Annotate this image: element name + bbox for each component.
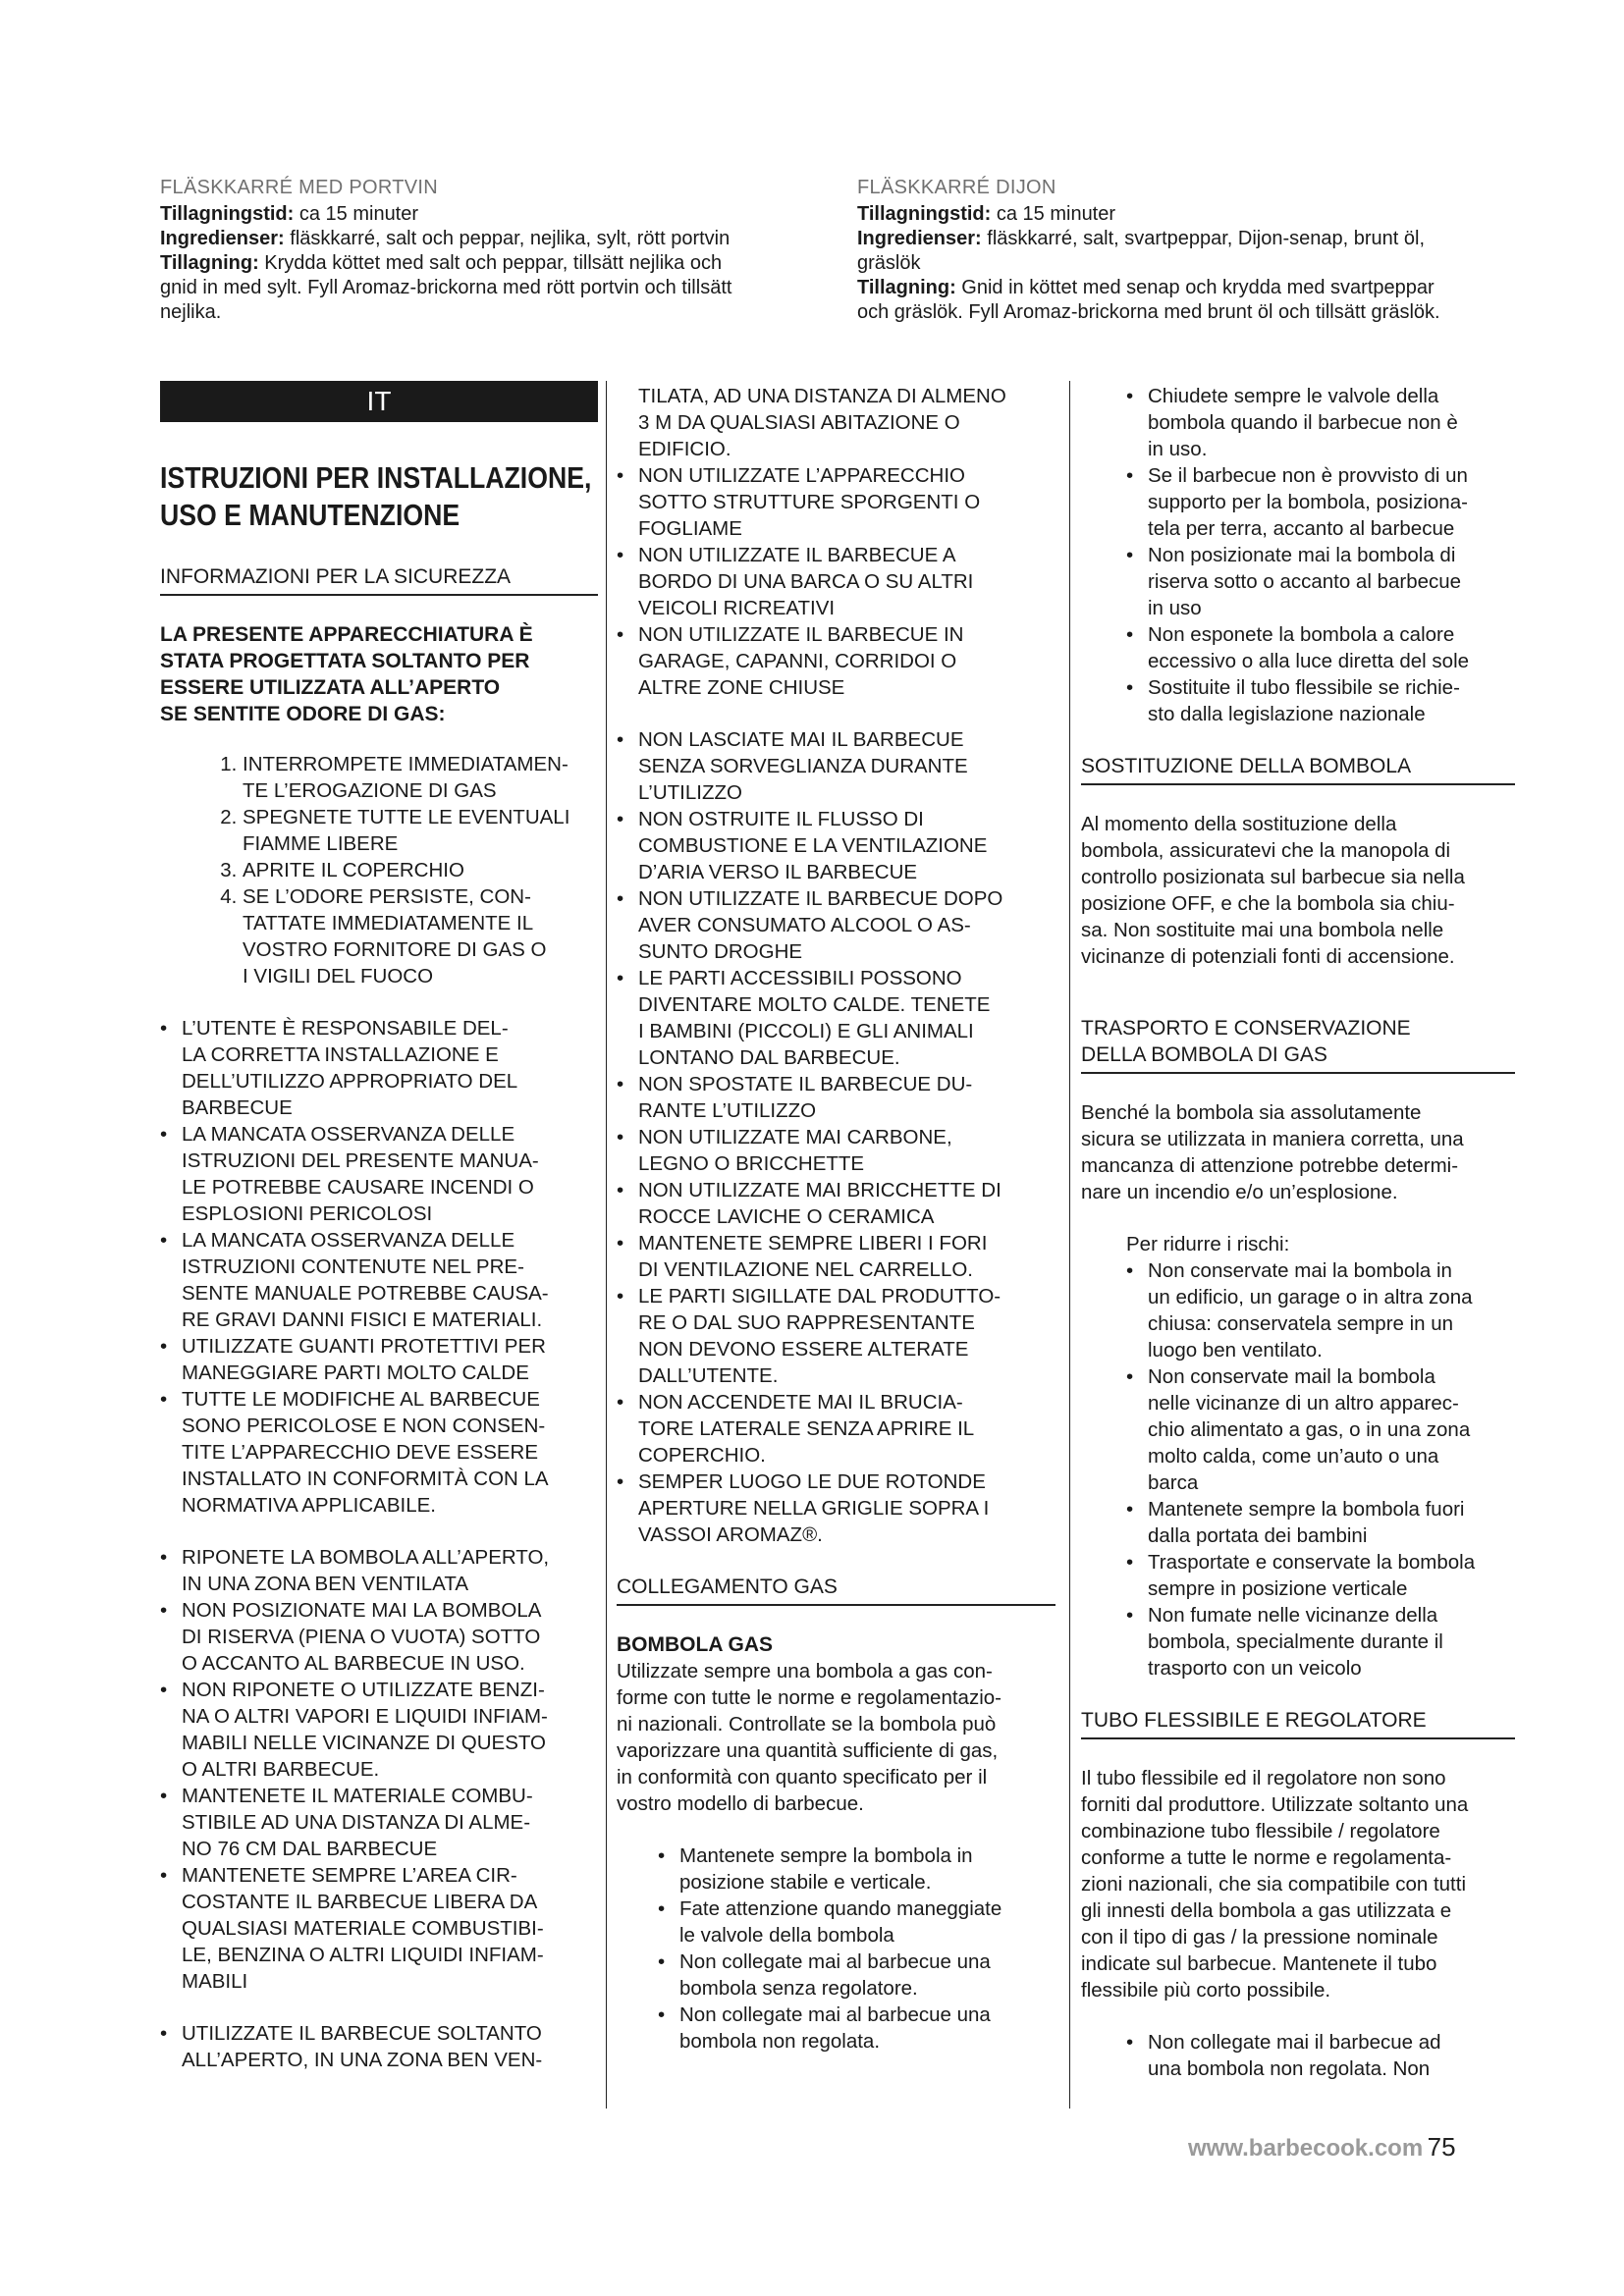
text-line: con il tipo di gas / la pressione nominale [1081,1926,1438,1949]
column-1 [160,381,598,2073]
list-item: • Non collegate mai al barbecue una bombola non regolata. [658,2002,1056,2055]
recipe-label: Tillagningstid: [857,203,992,225]
list-item: • TUTTE LE MODIFICHE AL BARBECUE SONO PERICOLOSE E NON CONSEN- TITE L’APPARECCHIO DEVE ESSERE INSTALLATO IN CONFORMITÀ CON LA NORMATIVA APPLICABILE. [160,1386,598,1519]
rischi-bullets [1081,1257,1515,1682]
section-heading-sostituzione: SOSTITUZIONE DELLA BOMBOLA [1081,753,1515,785]
recipe-body [857,202,1535,325]
tank-bullets [1081,383,1515,727]
list-item: • LE PARTI ACCESSIBILI POSSONO DIVENTARE MOLTO CALDE. TENETE I BAMBINI (PICCOLI) E GLI ANIMALI LONTANO DAL BARBECUE. [617,965,1056,1071]
list-item: • Non collegate mai il barbecue ad una bombola non regolata. Non [1126,2029,1515,2082]
recipe-line: Tillagningstid: ca 15 minuter [857,203,1116,225]
list-item: • NON ACCENDETE MAI IL BRUCIA- TORE LATERALE SENZA APRIRE IL COPERCHIO. [617,1389,1056,1468]
recipe-label: Ingredienser: [160,228,285,249]
list-item: • NON UTILIZZATE L’APPARECCHIO SOTTO STRUTTURE SPORGENTI O FOGLIAME [617,462,1056,542]
list-item: • NON UTILIZZATE IL BARBECUE DOPO AVER CONSUMATO ALCOOL O AS- SUNTO DROGHE [617,885,1056,965]
usage-bullets [617,726,1056,1548]
safety-bullets-c [160,2020,598,2073]
list-item: • Chiudete sempre le valvole della bombola quando il barbecue non è in uso. [1126,383,1515,462]
list-item: • LE PARTI SIGILLATE DAL PRODUTTO- RE O DAL SUO RAPPRESENTANTE NON DEVONO ESSERE ALTERATE DALL’UTENTE. [617,1283,1056,1389]
recipe-label: Tillagningstid: [160,203,295,225]
list-item: 4. SE L’ODORE PERSISTE, CON- TATTATE IMMEDIATAMENTE IL VOSTRO FORNITORE DI GAS O I VIGILI DEL FUOCO [243,883,598,989]
tubo-bullets [1081,2029,1515,2082]
text-line: zioni nazionali, che sia compatibile con tutti [1081,1873,1466,1896]
recipe-line: nejlika. [160,301,222,323]
list-item: • MANTENETE IL MATERIALE COMBU- STIBILE AD UNA DISTANZA DI ALME- NO 76 CM DAL BARBECUE [160,1783,598,1862]
safety-bullets-a [160,1015,598,1519]
bombola-text [617,1658,1056,1817]
text-line: forniti dal produttore. Utilizzate soltanto una [1081,1793,1469,1816]
gas-warning: LA PRESENTE APPARECCHIATURA È STATA PROGETTATA SOLTANTO PER ESSERE UTILIZZATA ALL’APERTO SE SENTITE ODORE DI GAS: [160,623,533,725]
recipe-line: Tillagning: Krydda köttet med salt och peppar, tillsätt nejlika och [160,252,723,274]
text-line: TRASPORTO E CONSERVAZIONE [1081,1017,1411,1040]
column-divider [606,381,607,2109]
text-line: combinazione tubo flessibile / regolatore [1081,1820,1440,1842]
list-item: • Mantenete sempre la bombola in posizione stabile e verticale. [658,1842,1056,1896]
text-line: in conformità con quanto specificato per il [617,1766,988,1789]
bombola-heading: BOMBOLA GAS [617,1633,774,1656]
list-item: • RIPONETE LA BOMBOLA ALL’APERTO, IN UNA ZONA BEN VENTILATA [160,1544,598,1597]
list-item: • Mantenete sempre la bombola fuori dalla portata dei bambini [1126,1496,1515,1549]
list-item: • Sostituite il tubo flessibile se richie- sto dalla legislazione nazionale [1126,674,1515,727]
recipe-body [160,202,838,325]
rischi-intro: Per ridurre i rischi: [1126,1233,1290,1255]
recipe-line: gnid in med sylt. Fyll Aromaz-brickorna med rött portvin och tillsätt [160,277,732,298]
list-item: • Fate attenzione quando maneggiate le valvole della bombola [658,1896,1056,1949]
text-line: vostro modello di barbecue. [617,1792,864,1815]
text-line: Benché la bombola sia assolutamente [1081,1101,1422,1124]
list-item: • Non conservate mai la bombola in un edificio, un garage o in altra zona chiusa: conservatela sempre in un luogo ben ventilato. [1126,1257,1515,1363]
list-item: • NON OSTRUITE IL FLUSSO DI COMBUSTIONE E LA VENTILAZIONE D’ARIA VERSO IL BARBECUE [617,806,1056,885]
text-line: vicinanze di potenziali fonti di accensione. [1081,945,1455,968]
list-item: • Non esponete la bombola a calore eccessivo o alla luce diretta del sole [1126,621,1515,674]
list-item: • LA MANCATA OSSERVANZA DELLE ISTRUZIONI DEL PRESENTE MANUA- LE POTREBBE CAUSARE INCENDI O ESPLOSIONI PERICOLOSI [160,1121,598,1227]
list-item: • SEMPER LUOGO LE DUE ROTONDE APERTURE NELLA GRIGLIE SOPRA I VASSOI AROMAZ®. [617,1468,1056,1548]
text-line: DELLA BOMBOLA DI GAS [1081,1043,1327,1066]
list-item: • MANTENETE SEMPRE LIBERI I FORI DI VENTILAZIONE NEL CARRELLO. [617,1230,1056,1283]
main-title: ISTRUZIONI PER INSTALLAZIONE, USO E MANUTENZIONE [160,460,592,532]
page-number: 75 [1427,2132,1456,2162]
text-line: sa. Non sostituite mai una bombola nelle [1081,919,1444,941]
sostituzione-text [1081,811,1515,970]
list-item: • NON SPOSTATE IL BARBECUE DU- RANTE L’UTILIZZO [617,1071,1056,1124]
text-line: nare un incendio e/o un’esplosione. [1081,1181,1398,1203]
list-item: 3. APRITE IL COPERCHIO [243,857,598,883]
list-item: • NON UTILIZZATE MAI CARBONE, LEGNO O BRICCHETTE [617,1124,1056,1177]
section-heading-trasporto [1081,1015,1515,1074]
column-2 [617,383,1056,2055]
list-item: • NON POSIZIONATE MAI LA BOMBOLA DI RISERVA (PIENA O VUOTA) SOTTO O ACCANTO AL BARBECUE IN USO. [160,1597,598,1677]
recipe-right [857,177,1535,325]
list-item: 2. SPEGNETE TUTTE LE EVENTUALI FIAMME LIBERE [243,804,598,857]
text-line: gli innesti della bombola a gas utilizzata e [1081,1899,1452,1922]
text-line: bombola, assicuratevi che la manopola di [1081,839,1451,862]
continued-text [617,383,1056,462]
section-heading-safety: INFORMAZIONI PER LA SICUREZZA [160,563,598,596]
list-item: • LA MANCATA OSSERVANZA DELLE ISTRUZIONI CONTENUTE NEL PRE- SENTE MANUALE POTREBBE CAUSA- RE GRAVI DANNI FISICI E MATERIALI. [160,1227,598,1333]
text-line: conforme a tutte le norme e regolamenta- [1081,1846,1452,1869]
recipe-title: FLÄSKKARRÉ DIJON [857,177,1056,198]
list-item: • L’UTENTE È RESPONSABILE DEL- LA CORRETTA INSTALLAZIONE E DELL’UTILIZZO APPROPRIATO DEL BARBECUE [160,1015,598,1121]
tubo-text [1081,1765,1515,2003]
text-line: indicate sul barbecue. Mantenete il tubo [1081,1952,1437,1975]
text-line: ni nazionali. Controllate se la bombola può [617,1713,997,1735]
list-item: • MANTENETE SEMPRE L’AREA CIR- COSTANTE IL BARBECUE LIBERA DA QUALSIASI MATERIALE COMBUSTIBI- LE, BENZINA O ALTRI LIQUIDI INFIAM- MABILI [160,1862,598,1995]
text-line: forme con tutte le norme e regolamentazio- [617,1686,1001,1709]
list-item: • NON UTILIZZATE IL BARBECUE A BORDO DI UNA BARCA O SU ALTRI VEICOLI RICREATIVI [617,542,1056,621]
trasporto-text [1081,1099,1515,1205]
list-item: • Se il barbecue non è provvisto di un supporto per la bombola, posiziona- tela per terra, accanto al barbecue [1126,462,1515,542]
list-item: • Non collegate mai al barbecue una bombola senza regolatore. [658,1949,1056,2002]
bombola-bullets [617,1842,1056,2055]
recipe-label: Tillagning: [160,252,259,274]
section-heading-gas: COLLEGAMENTO GAS [617,1574,1056,1606]
list-item: • UTILIZZATE IL BARBECUE SOLTANTO ALL’APERTO, IN UNA ZONA BEN VEN- [160,2020,598,2073]
location-bullets [617,462,1056,701]
recipe-line: Ingredienser: fläskkarré, salt och peppar, nejlika, sylt, rött portvin [160,228,731,249]
column-3 [1081,383,1515,2082]
recipe-label: Tillagning: [857,277,956,298]
text-line: controllo posizionata sul barbecue sia nella [1081,866,1465,888]
list-item: • Non fumate nelle vicinanze della bombola, specialmente durante il trasporto con un veicolo [1126,1602,1515,1682]
page-footer [1188,2132,1456,2163]
text-line: Il tubo flessibile ed il regolatore non sono [1081,1767,1446,1789]
list-item: • NON UTILIZZATE IL BARBECUE IN GARAGE, CAPANNI, CORRIDOI O ALTRE ZONE CHIUSE [617,621,1056,701]
text-line: posizione OFF, e che la bombola sia chiu- [1081,892,1455,915]
list-item: • Non conservate mail la bombola nelle vicinanze di un altro apparec- chio alimentato a gas, o in una zona molto calda, come un’auto o una barca [1126,1363,1515,1496]
list-item: • UTILIZZATE GUANTI PROTETTIVI PER MANEGGIARE PARTI MOLTO CALDE [160,1333,598,1386]
recipe-left [160,177,838,325]
list-item: • Trasportate e conservate la bombola sempre in posizione verticale [1126,1549,1515,1602]
text-line: flessibile più corto possibile. [1081,1979,1331,2002]
recipe-label: Ingredienser: [857,228,982,249]
recipe-line: Ingredienser: fläskkarré, salt, svartpeppar, Dijon-senap, brunt öl, [857,228,1426,249]
list-item: • NON UTILIZZATE MAI BRICCHETTE DI ROCCE LAVICHE O CERAMICA [617,1177,1056,1230]
text-line: Al momento della sostituzione della [1081,813,1397,835]
safety-bullets-b [160,1544,598,1995]
list-item: • NON RIPONETE O UTILIZZATE BENZI- NA O ALTRI VAPORI E LIQUIDI INFIAM- MABILI NELLE VICINANZE DI QUESTO O ALTRI BARBECUE. [160,1677,598,1783]
recipe-line: Tillagning: Gnid in köttet med senap och krydda med svartpeppar [857,277,1435,298]
language-bar: IT [160,381,598,422]
recipe-title: FLÄSKKARRÉ MED PORTVIN [160,177,438,198]
list-item: • NON LASCIATE MAI IL BARBECUE SENZA SORVEGLIANZA DURANTE L’UTILIZZO [617,726,1056,806]
list-item: 1. INTERROMPETE IMMEDIATAMEN- TE L’EROGAZIONE DI GAS [243,751,598,804]
text-line: TILATA, AD UNA DISTANZA DI ALMENO [638,385,1006,407]
text-line: Utilizzate sempre una bombola a gas con- [617,1660,993,1682]
text-line: sicura se utilizzata in maniera corretta, una [1081,1128,1464,1150]
section-heading-tubo: TUBO FLESSIBILE E REGOLATORE [1081,1707,1515,1739]
recipe-line: gräslök [857,252,921,274]
recipe-line: och gräslök. Fyll Aromaz-brickorna med brunt öl och tillsätt gräslök. [857,301,1440,323]
text-line: mancanza di attenzione potrebbe determi- [1081,1154,1459,1177]
text-line: EDIFICIO. [638,438,731,460]
text-line: vaporizzare una quantità sufficiente di gas, [617,1739,999,1762]
gas-steps-list [160,751,598,989]
text-line: 3 M DA QUALSIASI ABITAZIONE O [638,411,960,434]
list-item: • Non posizionate mai la bombola di riserva sotto o accanto al barbecue in uso [1126,542,1515,621]
column-divider [1069,381,1070,2109]
recipe-line: Tillagningstid: ca 15 minuter [160,203,419,225]
website-link[interactable]: www.barbecook.com [1188,2135,1424,2162]
